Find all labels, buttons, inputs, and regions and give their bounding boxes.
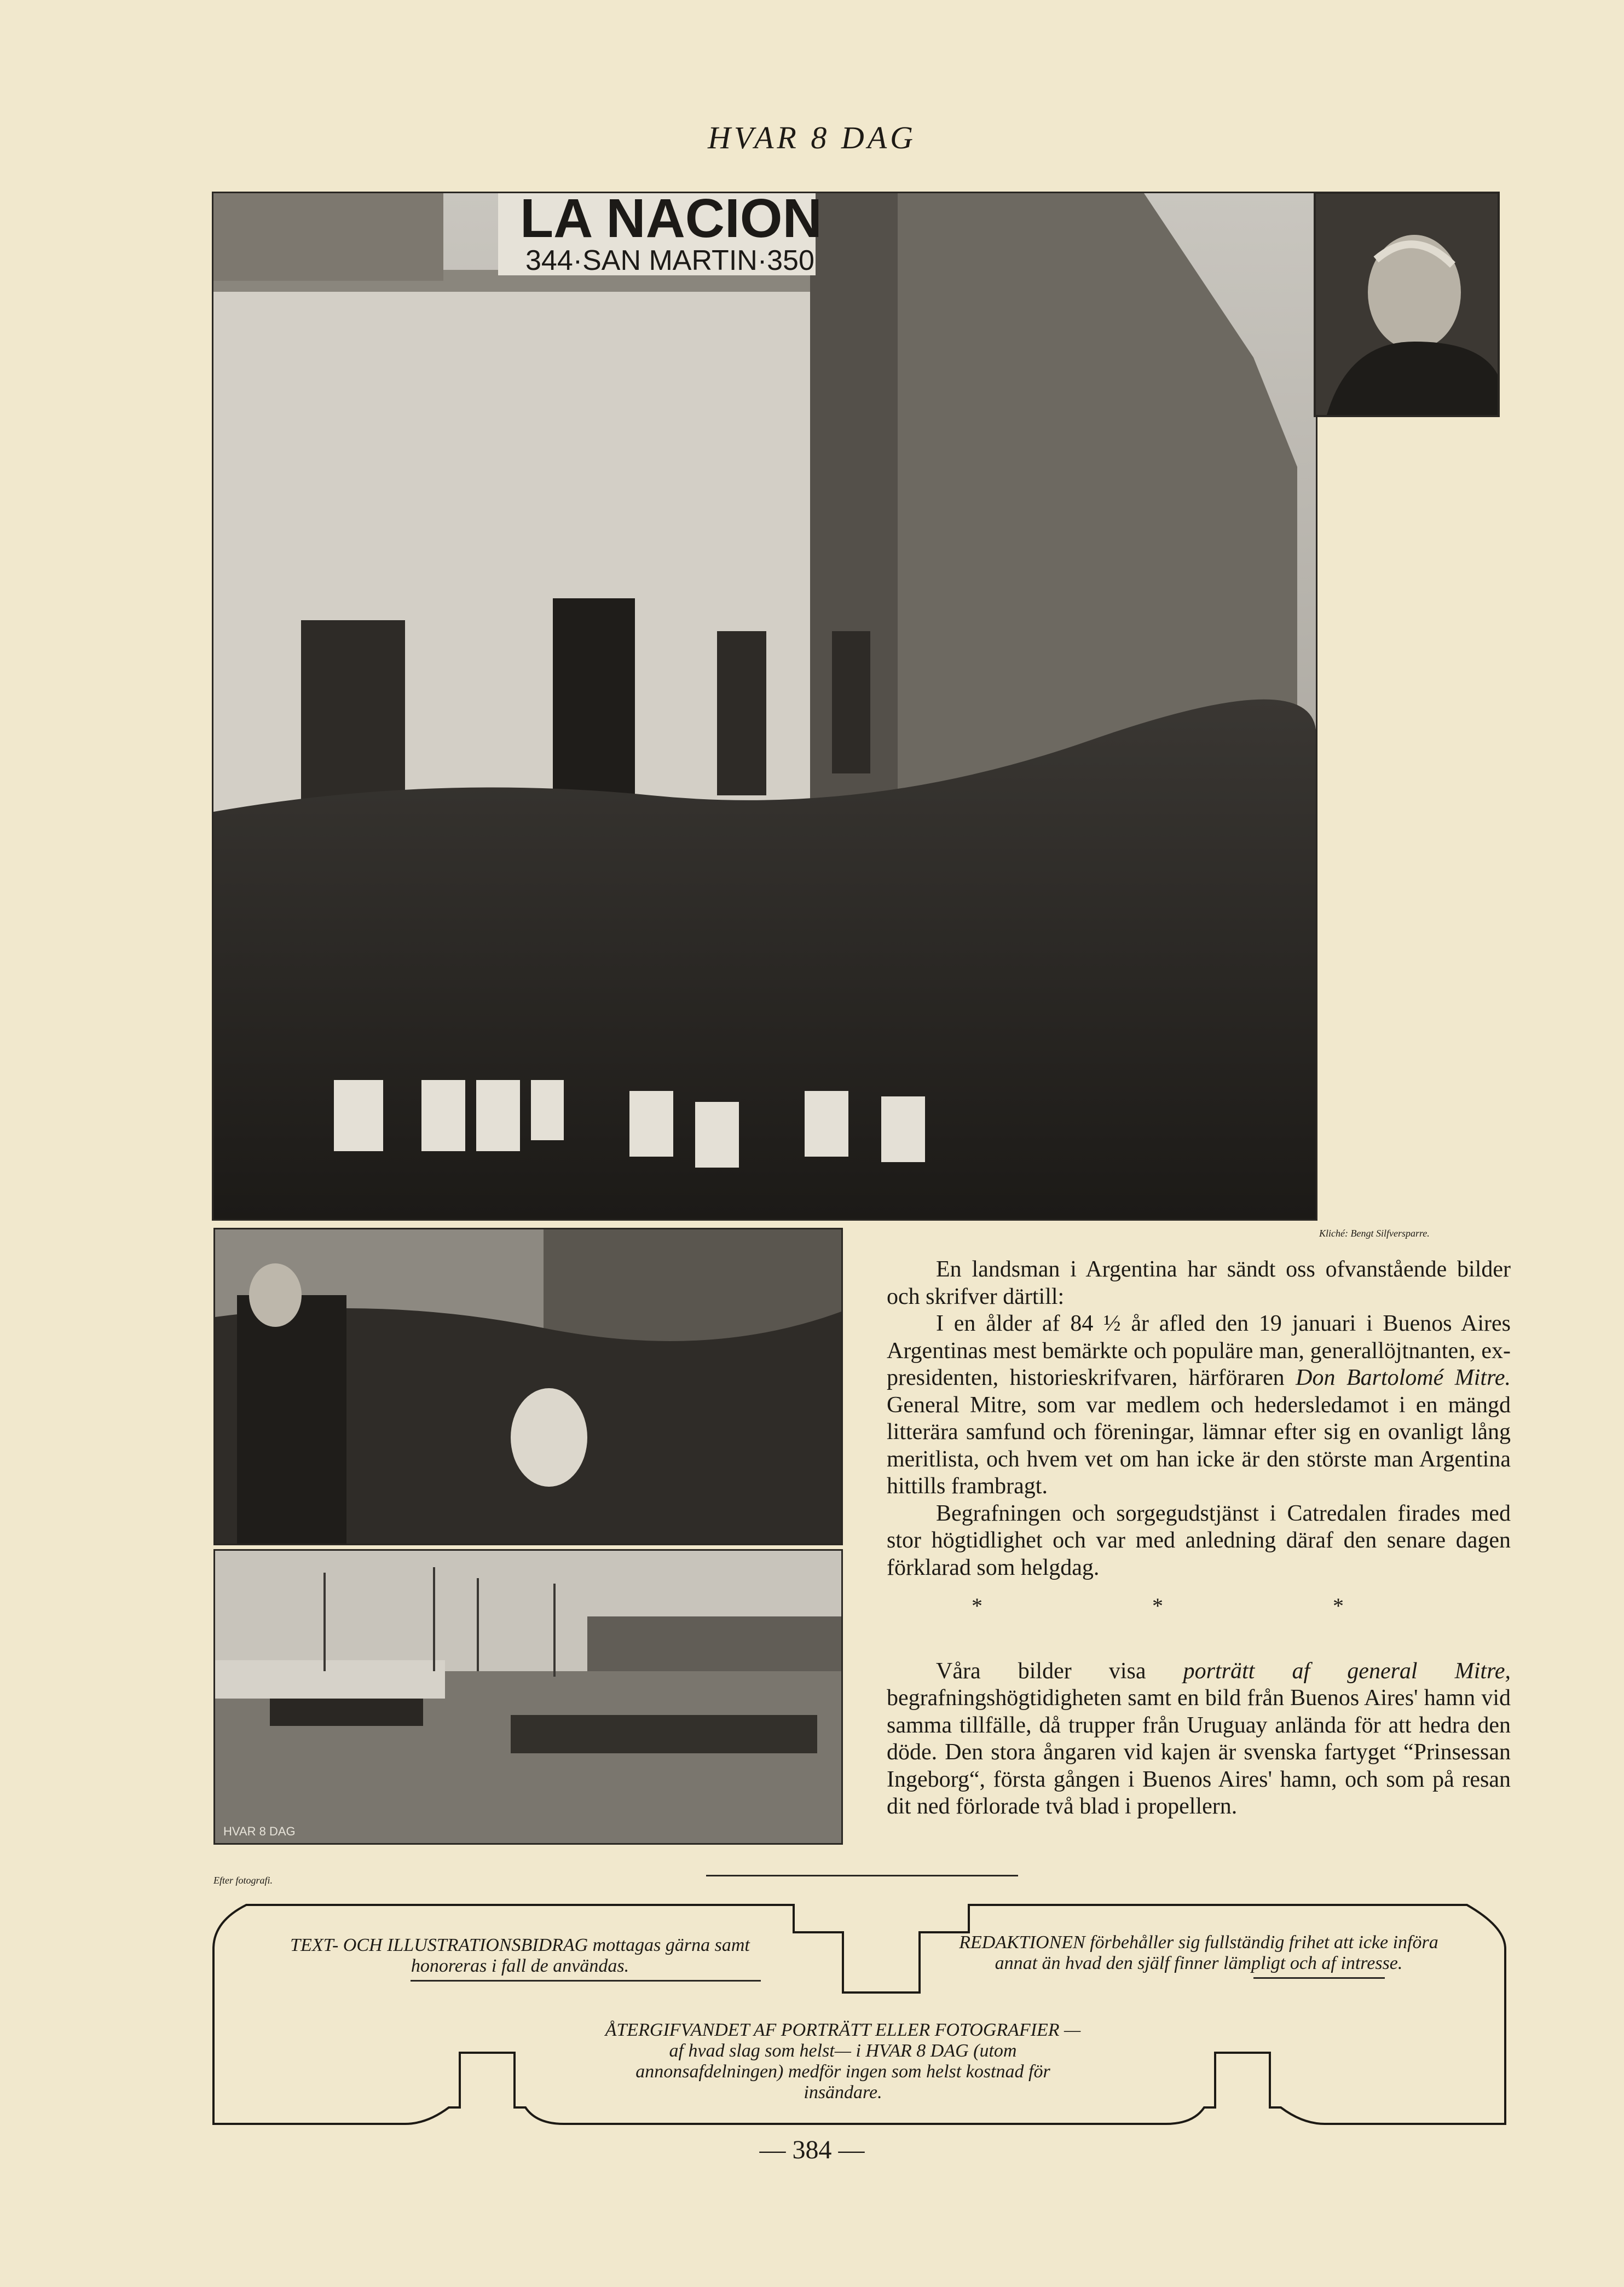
notice-right-text: REDAKTIONEN förbehåller sig fullständig frihet att icke införa annat än hvad den själf finner lämpligt och af intresse. [959,1932,1438,1973]
page-number: — 384 — [759,2135,865,2164]
page-header-title: HVAR 8 DAG [707,120,917,155]
notice-center [602,2020,1084,2103]
article-p4-em: porträtt af general Mitre, [1183,1658,1511,1684]
section-divider-stars: * * * [972,1593,1426,1618]
notice-left-text: TEXT- OCH ILLUSTRATIONSBIDRAG mottagas gärna samt honoreras i fall de användas. [290,1935,750,1976]
portrait-mitre-photo [1314,192,1500,417]
notice-left [279,1935,761,1985]
notice-center-text: ÅTERGIFVANDET AF PORTRÄTT ELLER FOTOGRAFIER —af hvad slag som helst— i HVAR 8 DAG (utom annonsafdelningen) medför ingen som helst kostnad för insändare. [605,2020,1081,2103]
article-p4-start: Våra bilder visa [936,1658,1183,1684]
main-sign-line2: 344·SAN MARTIN·350 [525,245,814,276]
funeral-street-photo [212,192,1317,1221]
article-paragraph-2 [887,1310,1511,1500]
article-paragraph-4 [887,1658,1511,1821]
procession-photo [213,1228,843,1545]
article-p2-start: I en ålder af 84 ½ år afled den 19 januari i Buenos Aires Argentinas mest bemärkte och populäre man, generallöjtnanten, ex-presidenten, historieskrifvaren, härföraren [887,1311,1511,1390]
article-p2-name: Don Bartolomé Mitre. [1296,1365,1511,1390]
main-sign-line1: LA NACION [520,193,822,249]
main-photo-credit: Kliché: Bengt Silfversparre. [1319,1228,1430,1239]
harbor-photo [213,1549,843,1845]
article-paragraph-3: Begrafningen och sorgegudstjänst i Catredalen firades med stor högtidlighet och var med anledning däraf den senare dagen förklarad som helgdag. [887,1500,1511,1580]
article-p2-end: General Mitre, som var medlem och hedersledamot i en mängd litterära samfund och föreningar, lämnar efter sig en ovanligt lång meritlista, och hvem vet om han icke är den störste man Argentina hittills frambragt. [887,1392,1511,1499]
article-p4-end: begrafningshögtidigheten samt en bild från Buenos Aires' hamn vid samma tillfälle, då trupper från Uruguay anlända för att hedra den döde. Den stora ångaren vid kajen är svenska fartyget “Prinsessan Ingeborg“, första gången i Buenos Aires' hamn, och som på resan dit ned förlorade två blad i propellern. [887,1685,1511,1819]
harbor-watermark: HVAR 8 DAG [223,1824,296,1838]
photo-source-caption: Efter fotografi. [213,1875,273,1886]
article-end-rule [706,1875,1018,1876]
article-text [887,1256,1511,1821]
notice-right [958,1932,1440,1982]
article-paragraph-1: En landsman i Argentina har sändt oss ofvanstående bilder och skrifver därtill: [887,1257,1511,1309]
